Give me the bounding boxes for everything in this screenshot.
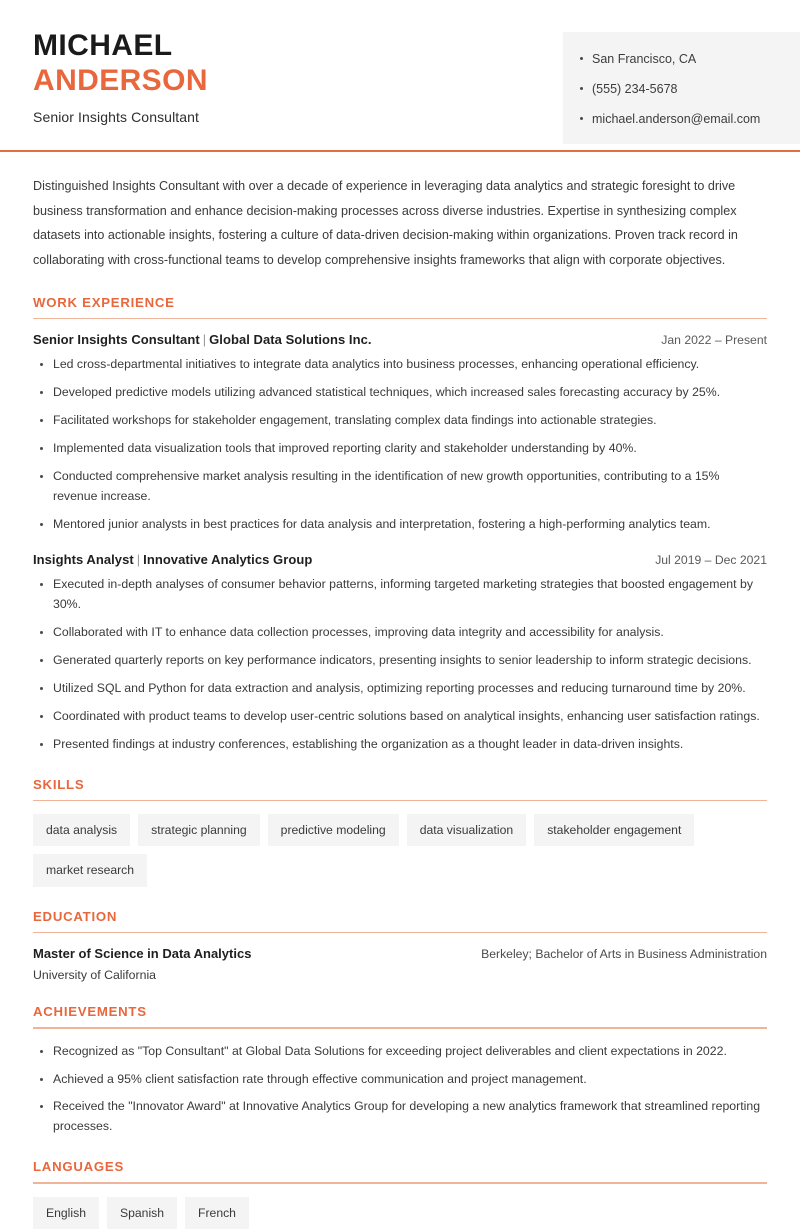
section-education (33, 909, 767, 983)
header-divider (0, 150, 800, 152)
experience-bullet: Executed in-depth analyses of consumer behavior patterns, informing targeted marketing strategies that boosted engagement by 30%. (33, 575, 767, 615)
experience-bullet: Implemented data visualization tools that improved reporting clarity and stakeholder understanding by 40%. (33, 439, 767, 459)
experience-role: Senior Insights Consultant (33, 332, 200, 348)
skill-chip: stakeholder engagement (534, 814, 694, 846)
resume-content (0, 174, 800, 1229)
experience-bullet: Presented findings at industry conferences, establishing the organization as a thought leader in data-driven insights. (33, 735, 767, 755)
education-entry-header (33, 946, 767, 961)
section-title-education: EDUCATION (33, 908, 118, 924)
last-name: ANDERSON (33, 64, 208, 98)
experience-entry-header (33, 552, 767, 567)
title-separator: | (136, 552, 141, 568)
skill-chip: market research (33, 854, 147, 886)
contact-location: San Francisco, CA (579, 50, 784, 68)
experience-bullet: Generated quarterly reports on key performance indicators, presenting insights to senior leadership to inform strategic decisions. (33, 651, 767, 671)
contact-email[interactable]: michael.anderson@email.com (579, 110, 784, 128)
skill-chip: predictive modeling (268, 814, 399, 846)
section-work-experience (33, 295, 767, 755)
experience-bullet: Developed predictive models utilizing advanced statistical techniques, which increased sales forecasting accuracy by 25%. (33, 383, 767, 403)
experience-bullet: Mentored junior analysts in best practices for data analysis and interpretation, fostering a high-performing analytics team. (33, 515, 767, 535)
experience-date-range: Jul 2019 – Dec 2021 (655, 553, 767, 568)
professional-title: Senior Insights Consultant (33, 109, 200, 126)
experience-title-line (33, 552, 312, 567)
section-divider (33, 932, 767, 934)
language-chip: French (185, 1197, 249, 1229)
languages-chip-list (33, 1197, 767, 1229)
skill-chip: data analysis (33, 814, 130, 846)
experience-bullet: Coordinated with product teams to develop user-centric solutions based on analytical insights, enhancing user satisfaction ratings. (33, 707, 767, 727)
language-chip: Spanish (107, 1197, 177, 1229)
experience-entry-header (33, 332, 767, 347)
achievement-bullet: Received the "Innovator Award" at Innovative Analytics Group for developing a new analytics framework that streamlined reporting processes. (33, 1097, 767, 1137)
section-title-languages: LANGUAGES (33, 1159, 125, 1175)
section-divider (33, 318, 767, 320)
skill-chip: data visualization (407, 814, 527, 846)
section-title-skills: SKILLS (33, 776, 85, 792)
section-divider (33, 1027, 767, 1029)
achievement-bullet: Recognized as "Top Consultant" at Global Data Solutions for exceeding project deliverables and client expectations in 2022. (33, 1042, 767, 1062)
experience-bullet: Led cross-departmental initiatives to integrate data analytics into business processes, enhancing operational efficiency. (33, 355, 767, 375)
contact-list (579, 50, 784, 128)
experience-date-range: Jan 2022 – Present (661, 333, 767, 348)
professional-summary: Distinguished Insights Consultant with over a decade of experience in leveraging data analytics and strategic foresight to drive business transformation and enhance decision-making processes across diverse industries. Expertise in synthesizing complex datasets into actionable insights, fostering a culture of data-driven decision-making within organizations. Proven track record in collaborating with cross-functional teams to develop comprehensive insights frameworks that align with corporate objectives. (33, 179, 738, 268)
experience-bullet: Collaborated with IT to enhance data collection processes, improving data integrity and accessibility for analysis. (33, 623, 767, 643)
section-title-achievements: ACHIEVEMENTS (33, 1004, 147, 1020)
section-skills (33, 777, 767, 887)
contact-phone: (555) 234-5678 (579, 80, 784, 98)
achievements-bullet-list (33, 1042, 767, 1138)
experience-company: Innovative Analytics Group (143, 552, 313, 568)
section-languages (33, 1159, 767, 1229)
education-degree: Master of Science in Data Analytics (33, 946, 252, 962)
experience-bullet: Utilized SQL and Python for data extraction and analysis, optimizing reporting processes and reducing turnaround time by 20%. (33, 679, 767, 699)
experience-title-line (33, 332, 372, 347)
experience-entry (33, 332, 767, 534)
experience-company: Global Data Solutions Inc. (209, 332, 372, 348)
section-title-work-experience: WORK EXPERIENCE (33, 294, 175, 310)
experience-bullet-list (33, 575, 767, 754)
section-achievements (33, 1004, 767, 1137)
first-name: MICHAEL (33, 29, 173, 62)
skills-chip-list (33, 814, 767, 886)
experience-role: Insights Analyst (33, 552, 134, 568)
skill-chip: strategic planning (138, 814, 260, 846)
experience-entry (33, 552, 767, 754)
section-divider (33, 800, 767, 802)
achievement-bullet: Achieved a 95% client satisfaction rate through effective communication and project management. (33, 1070, 767, 1090)
resume-header (0, 0, 800, 144)
experience-bullet: Facilitated workshops for stakeholder engagement, translating complex data findings into actionable strategies. (33, 411, 767, 431)
section-divider (33, 1182, 767, 1184)
experience-bullet: Conducted comprehensive market analysis resulting in the identification of new growth opportunities, contributing to a 15% revenue increase. (33, 467, 767, 507)
education-institution: University of California (33, 968, 157, 983)
language-chip: English (33, 1197, 99, 1229)
header-identity-block (0, 24, 208, 125)
title-separator: | (202, 332, 207, 348)
education-additional: Berkeley; Bachelor of Arts in Business Administration (481, 947, 767, 962)
contact-panel (563, 32, 800, 144)
experience-bullet-list (33, 355, 767, 534)
